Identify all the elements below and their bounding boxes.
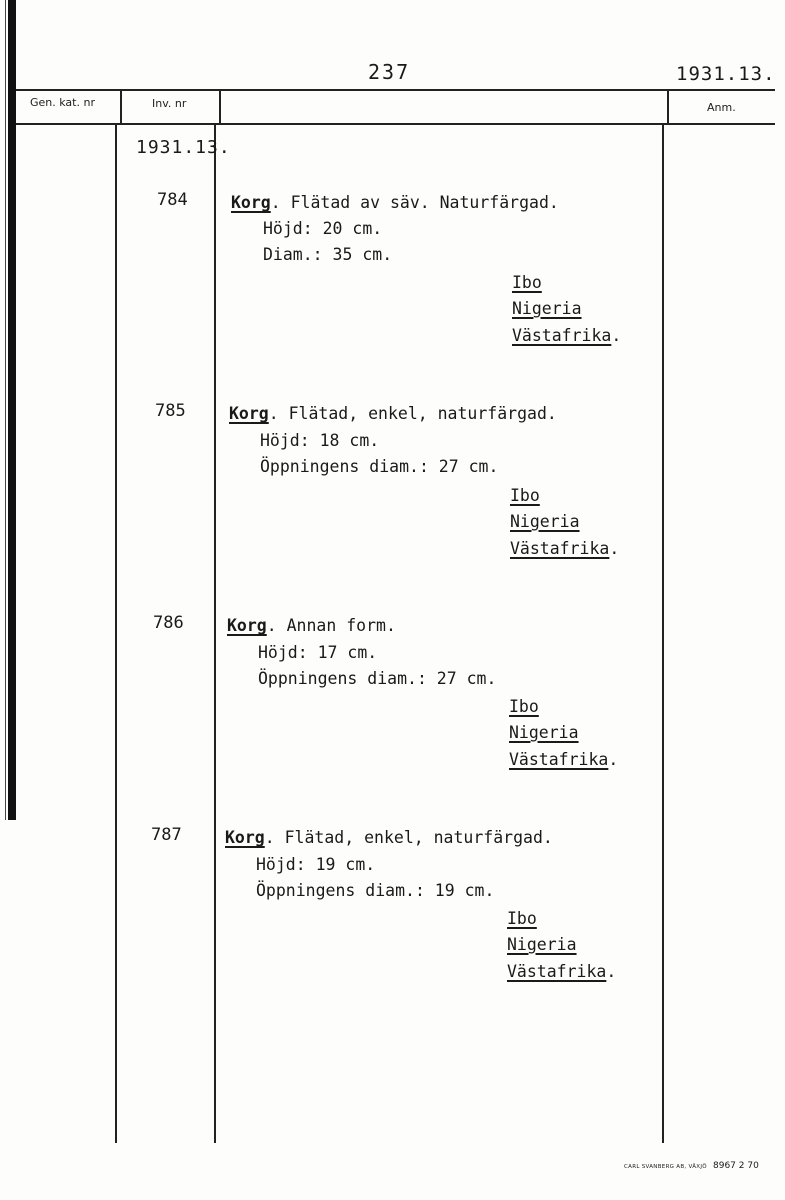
entry-title: [227, 616, 396, 635]
object-name: Korg: [229, 404, 269, 423]
collection-year: 1931.13.: [136, 137, 231, 158]
entry-title: [225, 828, 553, 847]
entry-region-suffix: .: [608, 750, 619, 769]
entry-region-suffix: .: [609, 539, 620, 558]
entry-dimension: Höjd: 19 cm.: [256, 855, 376, 874]
object-description: . Flätad, enkel, naturfärgad.: [268, 404, 557, 423]
entry-number: 784: [157, 190, 188, 210]
entry-title: [231, 193, 559, 212]
col-rule-anm-header: [667, 89, 669, 123]
binding-margin-line: [5, 0, 6, 820]
col-rule-inv: [214, 123, 216, 1143]
col-rule-anm: [662, 123, 664, 1143]
col-header-inv-nr: Inv. nr: [152, 97, 187, 110]
entry-country: Nigeria: [510, 512, 580, 531]
binding-margin-bar: [8, 0, 16, 820]
entry-dimension: Höjd: 17 cm.: [258, 643, 378, 662]
col-header-gen-kat-nr: Gen. kat. nr: [30, 96, 95, 109]
entry-number: 785: [155, 401, 186, 421]
entry-people: Ibo: [510, 486, 540, 505]
entry-region-line: [512, 326, 621, 345]
object-name: Korg: [231, 193, 271, 212]
entry-region: Västafrika: [509, 750, 609, 769]
entry-people: Ibo: [507, 909, 537, 928]
entry-country: Nigeria: [507, 935, 577, 954]
page-number: 237: [368, 60, 411, 84]
col-header-anm: Anm.: [707, 101, 736, 114]
entry-region: Västafrika: [512, 326, 612, 345]
entry-region-suffix: .: [606, 962, 617, 981]
entry-people: Ibo: [512, 273, 542, 292]
object-description: . Flätad av säv. Naturfärgad.: [270, 193, 559, 212]
entry-region-line: [507, 962, 616, 981]
entry-dimension: Höjd: 18 cm.: [260, 431, 380, 450]
object-description: . Flätad, enkel, naturfärgad.: [264, 828, 553, 847]
entry-region-suffix: .: [611, 326, 622, 345]
catalogue-header: 1931.13.: [676, 63, 776, 85]
entry-dimension: Diam.: 35 cm.: [263, 245, 393, 264]
entry-country: Nigeria: [512, 299, 582, 318]
entry-region-line: [510, 539, 619, 558]
entry-dimension: Höjd: 20 cm.: [263, 219, 383, 238]
entry-title: [229, 404, 557, 423]
object-name: Korg: [227, 616, 267, 635]
col-rule-inv-header: [219, 89, 221, 123]
col-rule-gen: [115, 123, 117, 1143]
entry-dimension: Öppningens diam.: 27 cm.: [258, 669, 497, 688]
entry-people: Ibo: [509, 697, 539, 716]
object-description: . Annan form.: [266, 616, 396, 635]
printer-imprint: CARL SVANBERG AB, VÄXJÖ: [624, 1164, 707, 1170]
form-code: 8967 2 70: [713, 1161, 759, 1171]
entry-country: Nigeria: [509, 723, 579, 742]
entry-dimension: Öppningens diam.: 27 cm.: [260, 457, 499, 476]
entry-region-line: [509, 750, 618, 769]
entry-dimension: Öppningens diam.: 19 cm.: [256, 881, 495, 900]
object-name: Korg: [225, 828, 265, 847]
col-rule-gen-header: [120, 89, 122, 123]
entry-number: 787: [151, 825, 182, 845]
entry-region: Västafrika: [510, 539, 610, 558]
header-top-rule: [16, 89, 775, 91]
entry-region: Västafrika: [507, 962, 607, 981]
entry-number: 786: [153, 613, 184, 633]
